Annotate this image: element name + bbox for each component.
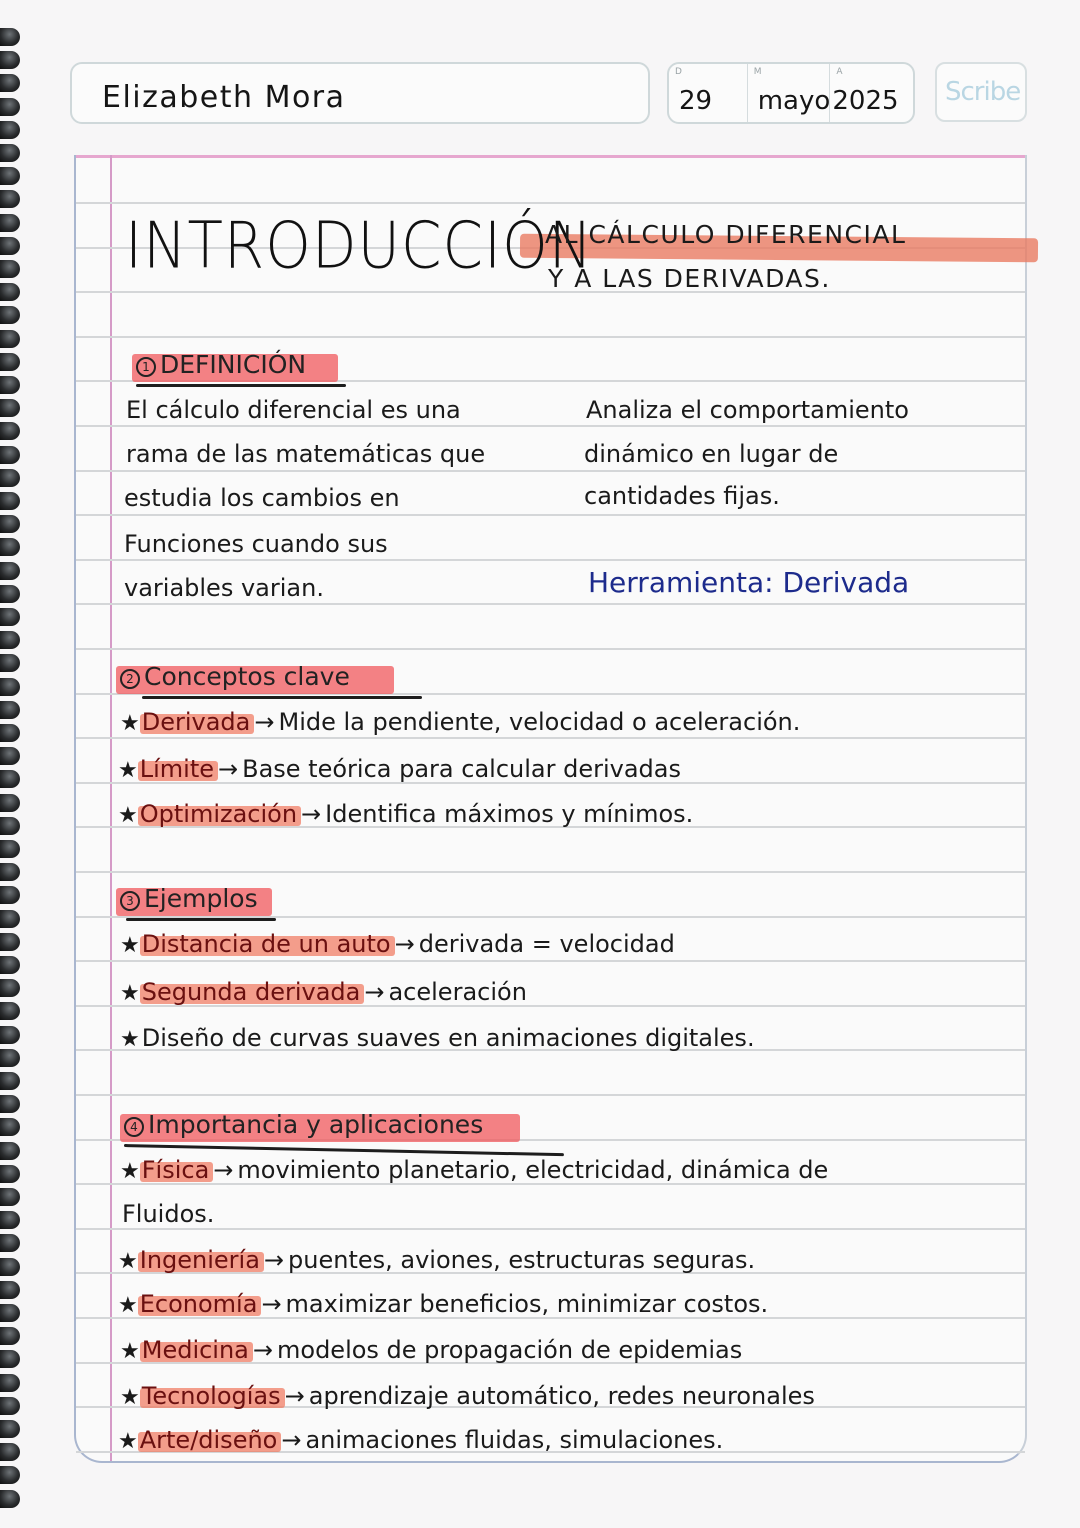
brand-name: Scribe <box>945 77 1021 107</box>
year-value: 2025 <box>832 86 899 116</box>
arrow-icon: → <box>364 978 385 1006</box>
application-term: Tecnologías <box>141 1382 281 1410</box>
definition-line: El cálculo diferencial es una <box>126 396 461 424</box>
year-label: A <box>836 67 843 77</box>
application-term: Medicina <box>141 1336 249 1364</box>
concept-desc: Base teórica para calcular derivadas <box>242 755 681 783</box>
application-desc: movimiento planetario, electricidad, dinámica de <box>237 1156 829 1184</box>
star-icon: ★ <box>118 758 138 783</box>
definition-line: rama de las matemáticas que <box>126 440 486 468</box>
heading-underline <box>124 1144 564 1156</box>
definition-line-right: dinámico en lugar de <box>584 440 839 468</box>
application-item-continuation: Fluidos. <box>122 1200 215 1228</box>
number-circle-icon: 3 <box>120 891 140 911</box>
definition-line-right: Analiza el comportamiento <box>586 396 909 424</box>
concept-desc: Mide la pendiente, velocidad o aceleración. <box>278 708 801 736</box>
star-icon: ★ <box>120 1385 140 1410</box>
example-desc: derivada = velocidad <box>418 930 675 958</box>
month-value: mayo <box>757 86 831 116</box>
application-desc: puentes, aviones, estructuras seguras. <box>288 1246 756 1274</box>
example-term: Segunda derivada <box>141 978 361 1006</box>
star-icon: ★ <box>118 803 138 828</box>
concept-term: Derivada <box>141 708 251 736</box>
definition-line: Funciones cuando sus <box>124 530 388 558</box>
arrow-icon: → <box>284 1382 305 1410</box>
application-desc: maximizar beneficios, minimizar costos. <box>285 1290 769 1318</box>
section-heading-definicion <box>136 350 306 379</box>
star-icon: ★ <box>120 981 140 1006</box>
application-term: Arte/diseño <box>139 1426 278 1454</box>
arrow-icon: → <box>301 800 322 828</box>
heading-text: DEFINICIÓN <box>160 350 307 379</box>
star-icon: ★ <box>118 1249 138 1274</box>
example-desc: aceleración <box>388 978 527 1006</box>
page-title: INTRODUCCIÓN <box>125 208 594 283</box>
heading-underline <box>126 918 276 921</box>
arrow-icon: → <box>213 1156 234 1184</box>
application-item <box>118 1246 755 1274</box>
arrow-icon: → <box>254 708 275 736</box>
star-icon: ★ <box>118 1293 138 1318</box>
arrow-icon: → <box>218 755 239 783</box>
star-icon: ★ <box>120 711 140 736</box>
student-name: Elizabeth Mora <box>102 80 346 115</box>
section-heading-conceptos <box>120 662 350 691</box>
arrow-icon: → <box>252 1336 273 1364</box>
example-desc: Diseño de curvas suaves en animaciones digitales. <box>141 1024 755 1052</box>
application-desc: animaciones fluidas, simulaciones. <box>305 1426 724 1454</box>
concept-item <box>118 755 681 783</box>
arrow-icon: → <box>281 1426 302 1454</box>
day-label: D <box>675 67 682 77</box>
application-term: Economía <box>139 1290 258 1318</box>
arrow-icon: → <box>263 1246 285 1274</box>
star-icon: ★ <box>120 933 140 958</box>
definition-line-right: cantidades fijas. <box>584 482 780 510</box>
application-desc: modelos de propagación de epidemias <box>277 1336 743 1364</box>
star-icon: ★ <box>118 1429 138 1454</box>
month-label: M <box>753 67 762 77</box>
application-term: Ingeniería <box>139 1246 260 1274</box>
day-value: 29 <box>679 86 713 116</box>
star-icon: ★ <box>120 1159 140 1184</box>
section-heading-ejemplos <box>120 884 258 913</box>
application-item <box>120 1336 742 1364</box>
concept-item <box>118 800 693 828</box>
heading-text: Importancia y aplicaciones <box>148 1110 484 1139</box>
application-desc: aprendizaje automático, redes neuronales <box>308 1382 815 1410</box>
star-icon: ★ <box>120 1339 140 1364</box>
definition-line: variables varian. <box>124 574 324 602</box>
heading-text: Conceptos clave <box>144 662 350 691</box>
application-item <box>120 1156 828 1184</box>
concept-item <box>120 708 800 736</box>
number-circle-icon: 4 <box>124 1117 144 1137</box>
number-circle-icon: 1 <box>136 357 156 377</box>
title-subtitle-line2: Y A LAS DERIVADAS. <box>548 264 831 293</box>
arrow-icon: → <box>261 1290 282 1318</box>
heading-underline <box>136 384 346 387</box>
section-heading-importancia <box>124 1110 483 1139</box>
application-item <box>118 1290 768 1318</box>
application-item <box>120 1382 815 1410</box>
heading-text: Ejemplos <box>144 884 258 913</box>
tool-line: Herramienta: Derivada <box>588 566 910 599</box>
concept-term: Límite <box>139 755 214 783</box>
application-term: Física <box>141 1156 210 1184</box>
concept-desc: Identifica máximos y mínimos. <box>325 800 694 828</box>
heading-underline <box>142 696 422 699</box>
arrow-icon: → <box>394 930 415 958</box>
number-circle-icon: 2 <box>120 669 140 689</box>
definition-line: estudia los cambios en <box>124 484 400 512</box>
example-item <box>120 930 675 958</box>
example-item <box>120 978 527 1006</box>
example-term: Distancia de un auto <box>141 930 391 958</box>
example-item <box>120 1024 755 1052</box>
application-item <box>118 1426 723 1454</box>
title-subtitle-line1: AL CÁLCULO DIFERENCIAL <box>545 220 907 249</box>
concept-term: Optimización <box>139 800 298 828</box>
star-icon: ★ <box>120 1027 140 1052</box>
